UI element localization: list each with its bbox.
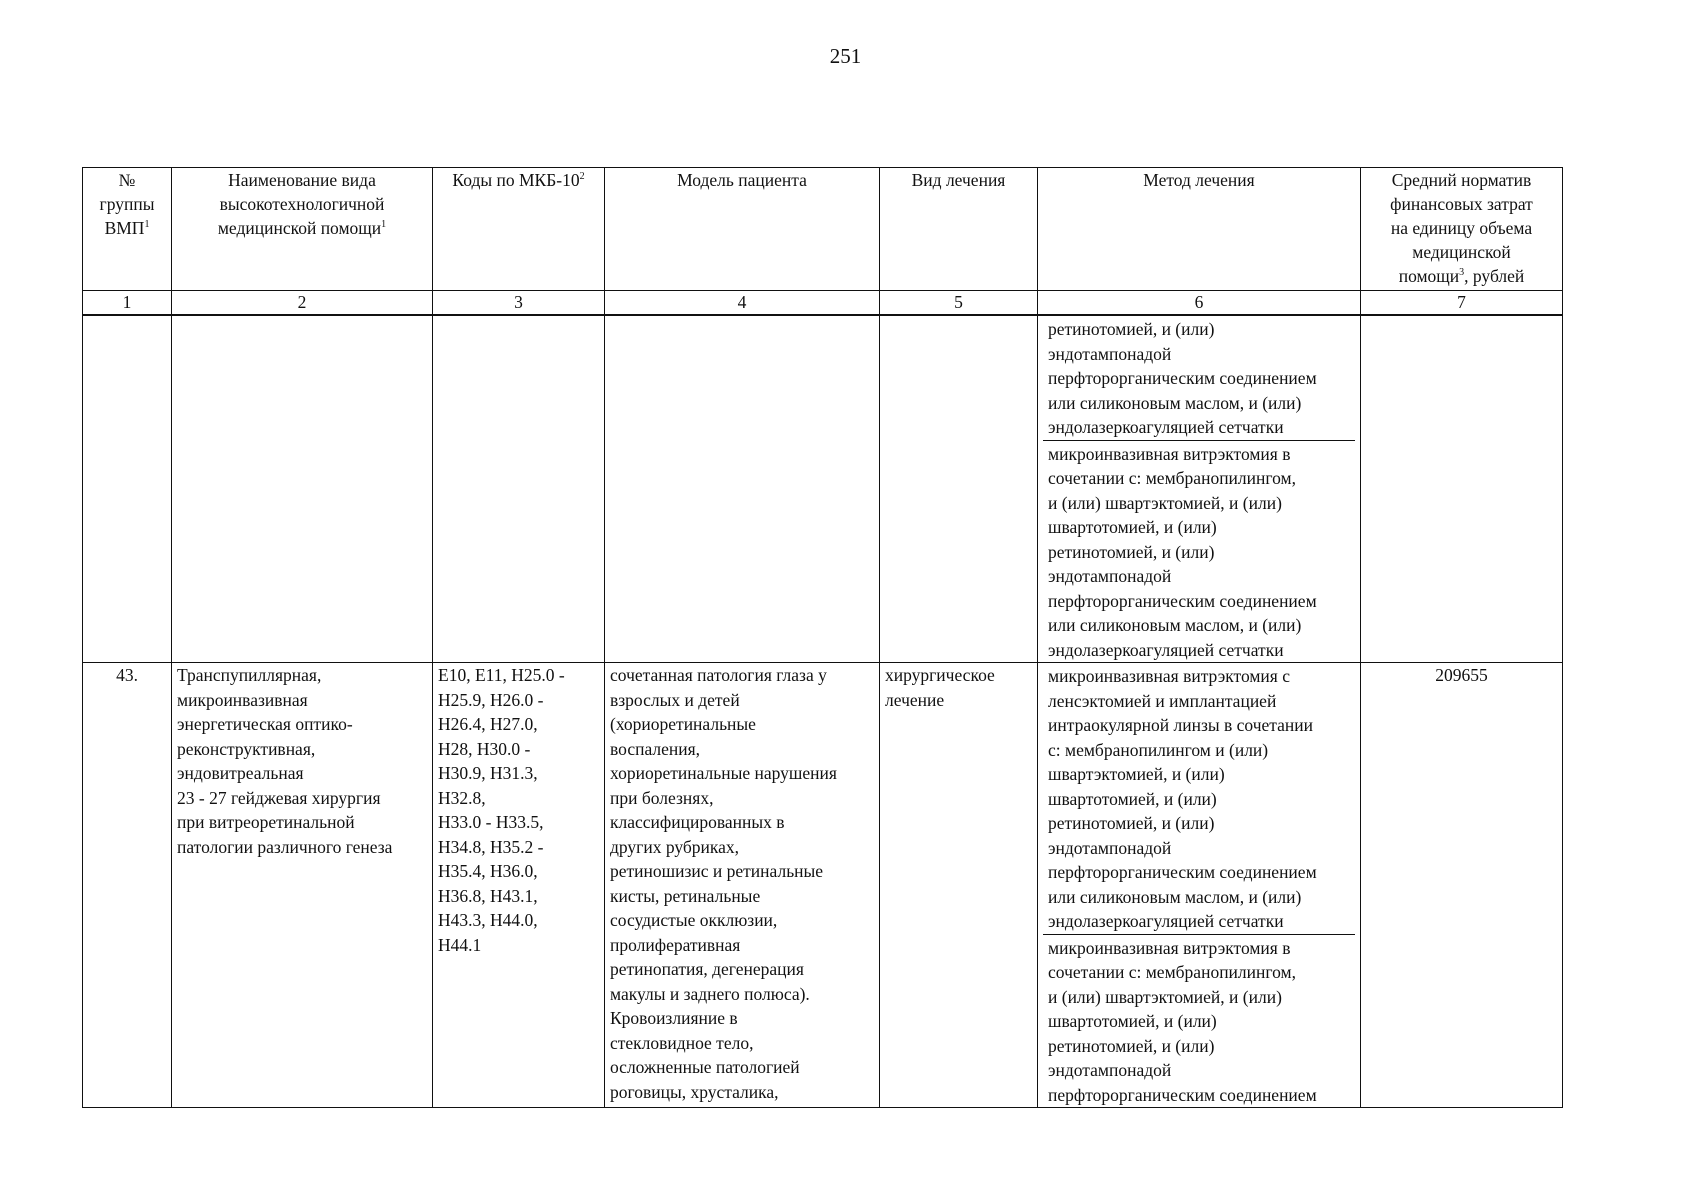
header-icd-codes: Коды по МКБ-$10^2$ [433, 168, 605, 291]
column-number-row [83, 291, 1563, 316]
column-number: 2 [172, 291, 433, 316]
patient-model: сочетанная патология глаза у взрослых и детей (хориоретинальные воспаления, хориоретинальные нарушения при болезнях, классифицированных в других рубриках, ретиношизис и ретинальные кисты, ретинальные сосудистые окклюзии, пролиферативная ретинопатия, дегенерация макулы и заднего полюса). Кровоизлияние в стекловидное тело, осложненные патологией роговицы, хрусталика, [605, 663, 880, 1108]
vmp-table [82, 167, 1563, 1108]
page-number: 251 [829, 44, 862, 68]
method-block: ретинотомией, и (или) эндотампонадой перфторорганическим соединением или силиконовым маслом, и (или) эндолазеркоагуляцией сетчатки [1048, 319, 1317, 437]
icd-codes [433, 315, 605, 663]
treatment-method [1038, 663, 1361, 1108]
table-row [83, 663, 1563, 1108]
header-care-type-name: Наименование вида высокотехнологичной медицинской помощи$^1$ [172, 168, 433, 291]
column-number: 1 [83, 291, 172, 316]
column-number: 7 [1361, 291, 1563, 316]
patient-model [605, 315, 880, 663]
column-number: 4 [605, 291, 880, 316]
header-group-number: № группы ВМП$^1$ [83, 168, 172, 291]
care-type-name [172, 315, 433, 663]
header-row [83, 168, 1563, 291]
header-treatment-method: Метод лечения [1038, 168, 1361, 291]
group-number: 43. [83, 663, 172, 1108]
treatment-method [1038, 315, 1361, 663]
method-block: микроинвазивная витрэктомия в сочетании с: мембранопилингом, и (или) швартэктомией, и (или) швартотомией, и (или) ретинотомией, и (или) эндотампонадой перфторорганическим соединением или силиконовым маслом, и (или) эндолазеркоагуляцией сетчатки [1043, 440, 1355, 663]
header-average-cost: Средний норматив финансовых затрат на единицу объема медицинской помощи$^3$, рублей [1361, 168, 1563, 291]
treatment-type: хирургическое лечение [880, 663, 1038, 1108]
column-number: 3 [433, 291, 605, 316]
treatment-type [880, 315, 1038, 663]
column-number: 5 [880, 291, 1038, 316]
care-type-name: Транспупиллярная, микроинвазивная энергетическая оптико- реконструктивная, эндовитреальная 23 - 27 гейджевая хирургия при витреоретинальной патологии различного генеза [172, 663, 433, 1108]
average-cost [1361, 315, 1563, 663]
method-block: микроинвазивная витрэктомия с ленсэктомией и имплантацией интраокулярной линзы в сочетании с: мембранопилингом и (или) швартэктомией, и (или) швартотомией, и (или) ретинотомией, и (или) эндотампонадой перфторорганическим соединением или силиконовым маслом, и (или) эндолазеркоагуляцией сетчатки [1048, 666, 1317, 931]
group-number [83, 315, 172, 663]
icd-codes: E10, E11, H25.0 - H25.9, H26.0 - H26.4, H27.0, H28, H30.0 - H30.9, H31.3, H32.8, H33.0 - H33.5, H34.8, H35.2 - H35.4, H36.0, H36.8, H43.1, H43.3, H44.0, H44.1 [433, 663, 605, 1108]
header-treatment-type: Вид лечения [880, 168, 1038, 291]
header-patient-model: Модель пациента [605, 168, 880, 291]
table-row [83, 315, 1563, 663]
average-cost: 209655 [1361, 663, 1563, 1108]
column-number: 6 [1038, 291, 1361, 316]
method-block: микроинвазивная витрэктомия в сочетании с: мембранопилингом, и (или) швартэктомией, и (или) швартотомией, и (или) ретинотомией, и (или) эндотампонадой перфторорганическим соединением [1043, 934, 1355, 1108]
